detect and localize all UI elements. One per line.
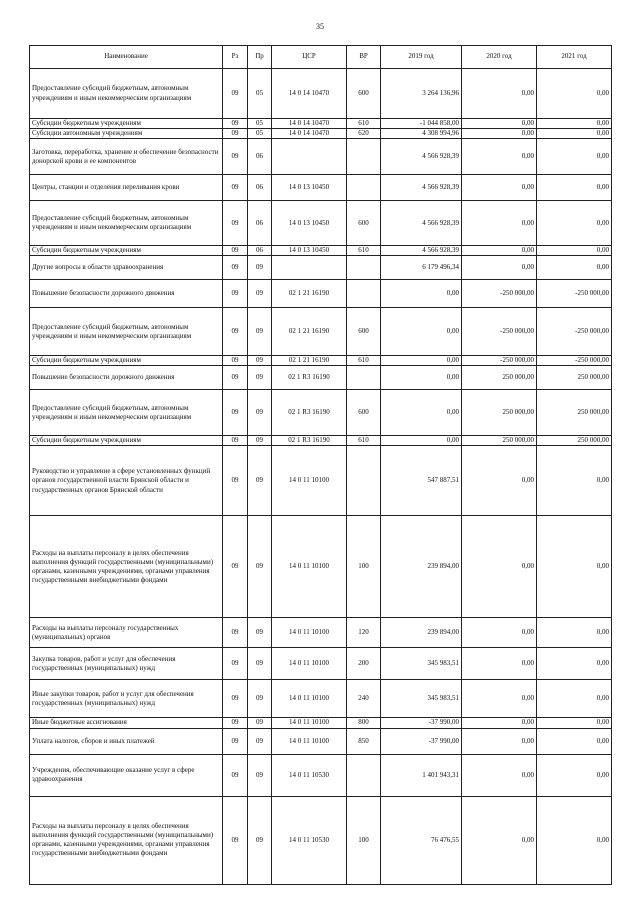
row-value-2020: 0,00 bbox=[462, 728, 537, 754]
row-rz: 09 bbox=[223, 436, 248, 446]
row-pr: 06 bbox=[248, 201, 272, 246]
row-csr: 02 1 R3 16190 bbox=[272, 366, 347, 390]
row-value-2021: 0,00 bbox=[537, 256, 612, 280]
row-vr: 200 bbox=[347, 648, 381, 680]
row-rz: 09 bbox=[223, 356, 248, 366]
row-value-2019: 1 401 943,31 bbox=[381, 754, 462, 796]
row-value-2020: -250 000,00 bbox=[462, 308, 537, 356]
table-row bbox=[30, 280, 612, 308]
row-pr: 09 bbox=[248, 356, 272, 366]
row-value-2021: 0,00 bbox=[537, 129, 612, 139]
table-row bbox=[30, 796, 612, 884]
row-vr: 240 bbox=[347, 680, 381, 718]
row-value-2019: 0,00 bbox=[381, 308, 462, 356]
row-value-2019: -37 990,00 bbox=[381, 728, 462, 754]
row-vr: 610 bbox=[347, 436, 381, 446]
row-csr: 14 0 11 10100 bbox=[272, 718, 347, 728]
table-row bbox=[30, 446, 612, 516]
row-pr: 05 bbox=[248, 119, 272, 129]
row-csr: 02 1 21 16190 bbox=[272, 280, 347, 308]
row-name: Иные бюджетные ассигнования bbox=[30, 718, 223, 728]
table-row bbox=[30, 175, 612, 201]
row-value-2021: 0,00 bbox=[537, 69, 612, 119]
row-csr: 14 0 11 10100 bbox=[272, 728, 347, 754]
row-name: Центры, станции и отделения переливания крови bbox=[30, 175, 223, 201]
row-value-2021: 0,00 bbox=[537, 516, 612, 618]
row-name: Субсидии бюджетным учреждениям bbox=[30, 356, 223, 366]
row-vr: 600 bbox=[347, 390, 381, 436]
table-row bbox=[30, 618, 612, 648]
row-pr: 09 bbox=[248, 648, 272, 680]
row-value-2020: 250 000,00 bbox=[462, 390, 537, 436]
row-vr bbox=[347, 256, 381, 280]
row-value-2019: 0,00 bbox=[381, 356, 462, 366]
row-value-2021: 0,00 bbox=[537, 754, 612, 796]
row-value-2021: 250 000,00 bbox=[537, 366, 612, 390]
row-csr bbox=[272, 139, 347, 175]
row-rz: 09 bbox=[223, 246, 248, 256]
row-value-2020: 0,00 bbox=[462, 648, 537, 680]
row-rz: 09 bbox=[223, 516, 248, 618]
row-value-2020: 0,00 bbox=[462, 201, 537, 246]
row-rz: 09 bbox=[223, 69, 248, 119]
row-pr: 09 bbox=[248, 754, 272, 796]
row-rz: 09 bbox=[223, 796, 248, 884]
row-name: Повышение безопасности дорожного движения bbox=[30, 366, 223, 390]
row-name: Заготовка, переработка, хранение и обеспечение безопасности донорской крови и ее компонентов bbox=[30, 139, 223, 175]
row-rz: 09 bbox=[223, 728, 248, 754]
row-pr: 09 bbox=[248, 256, 272, 280]
row-name: Закупка товаров, работ и услуг для обеспечения государственных (муниципальных) нужд bbox=[30, 648, 223, 680]
row-vr bbox=[347, 754, 381, 796]
row-csr: 14 0 11 10100 bbox=[272, 516, 347, 618]
table-row bbox=[30, 516, 612, 618]
row-value-2021: 0,00 bbox=[537, 446, 612, 516]
row-value-2021: 250 000,00 bbox=[537, 436, 612, 446]
row-value-2019: 4 566 928,39 bbox=[381, 246, 462, 256]
row-pr: 09 bbox=[248, 446, 272, 516]
header-vr: ВР bbox=[347, 46, 381, 69]
row-vr: 100 bbox=[347, 516, 381, 618]
row-vr: 610 bbox=[347, 246, 381, 256]
header-2020: 2020 год bbox=[462, 46, 537, 69]
row-csr: 14 0 11 10100 bbox=[272, 618, 347, 648]
row-value-2021: 0,00 bbox=[537, 618, 612, 648]
row-vr bbox=[347, 446, 381, 516]
table-row bbox=[30, 648, 612, 680]
row-value-2021: 0,00 bbox=[537, 680, 612, 718]
row-value-2019: 239 894,00 bbox=[381, 618, 462, 648]
row-pr: 09 bbox=[248, 366, 272, 390]
row-pr: 09 bbox=[248, 618, 272, 648]
row-value-2020: 0,00 bbox=[462, 718, 537, 728]
row-value-2020: 0,00 bbox=[462, 680, 537, 718]
row-pr: 09 bbox=[248, 796, 272, 884]
row-vr bbox=[347, 366, 381, 390]
table-row bbox=[30, 680, 612, 718]
row-name: Повышение безопасности дорожного движения bbox=[30, 280, 223, 308]
table-row bbox=[30, 390, 612, 436]
row-value-2020: 0,00 bbox=[462, 129, 537, 139]
row-value-2021: 250 000,00 bbox=[537, 390, 612, 436]
row-name: Предоставление субсидий бюджетным, автономным учреждениям и иным некоммерческим организациям bbox=[30, 201, 223, 246]
row-value-2019: 4 308 994,96 bbox=[381, 129, 462, 139]
row-csr: 02 1 21 16190 bbox=[272, 308, 347, 356]
row-value-2019: -37 990,00 bbox=[381, 718, 462, 728]
row-pr: 09 bbox=[248, 390, 272, 436]
row-vr: 620 bbox=[347, 129, 381, 139]
row-rz: 09 bbox=[223, 718, 248, 728]
row-csr: 14 0 14 10470 bbox=[272, 129, 347, 139]
row-value-2019: 4 566 928,39 bbox=[381, 175, 462, 201]
row-vr: 610 bbox=[347, 119, 381, 129]
row-value-2020: 0,00 bbox=[462, 139, 537, 175]
row-value-2020: 0,00 bbox=[462, 246, 537, 256]
row-csr: 14 0 13 10450 bbox=[272, 175, 347, 201]
row-csr: 14 0 11 10100 bbox=[272, 648, 347, 680]
row-vr: 800 bbox=[347, 718, 381, 728]
row-csr: 14 0 11 10100 bbox=[272, 680, 347, 718]
row-value-2020: 0,00 bbox=[462, 618, 537, 648]
row-name: Субсидии бюджетным учреждениям bbox=[30, 119, 223, 129]
table-row bbox=[30, 256, 612, 280]
row-value-2019: 345 983,51 bbox=[381, 680, 462, 718]
row-pr: 09 bbox=[248, 718, 272, 728]
row-pr: 09 bbox=[248, 436, 272, 446]
table-header-row bbox=[30, 46, 612, 69]
row-vr: 100 bbox=[347, 796, 381, 884]
row-value-2019: 76 476,55 bbox=[381, 796, 462, 884]
row-name: Уплата налогов, сборов и иных платежей bbox=[30, 728, 223, 754]
row-name: Предоставление субсидий бюджетным, автономным учреждениям и иным некоммерческим организациям bbox=[30, 308, 223, 356]
row-pr: 05 bbox=[248, 69, 272, 119]
table-row bbox=[30, 366, 612, 390]
row-value-2021: 0,00 bbox=[537, 648, 612, 680]
row-value-2020: 0,00 bbox=[462, 69, 537, 119]
table-row bbox=[30, 718, 612, 728]
row-name: Субсидии бюджетным учреждениям bbox=[30, 436, 223, 446]
row-rz: 09 bbox=[223, 129, 248, 139]
row-value-2019: 239 894,00 bbox=[381, 516, 462, 618]
row-csr: 14 0 14 10470 bbox=[272, 119, 347, 129]
table-row bbox=[30, 119, 612, 129]
row-csr: 14 0 13 10450 bbox=[272, 201, 347, 246]
table-row bbox=[30, 754, 612, 796]
row-value-2021: -250 000,00 bbox=[537, 356, 612, 366]
row-rz: 09 bbox=[223, 648, 248, 680]
row-csr: 14 0 11 10100 bbox=[272, 446, 347, 516]
row-rz: 09 bbox=[223, 754, 248, 796]
table-row bbox=[30, 129, 612, 139]
row-pr: 06 bbox=[248, 175, 272, 201]
row-pr: 06 bbox=[248, 246, 272, 256]
header-name: Наименование bbox=[30, 46, 223, 69]
row-value-2021: 0,00 bbox=[537, 175, 612, 201]
table-row bbox=[30, 356, 612, 366]
row-vr: 610 bbox=[347, 356, 381, 366]
row-rz: 09 bbox=[223, 256, 248, 280]
row-value-2021: 0,00 bbox=[537, 796, 612, 884]
row-value-2020: 0,00 bbox=[462, 446, 537, 516]
row-csr: 14 0 11 10530 bbox=[272, 754, 347, 796]
table-row bbox=[30, 436, 612, 446]
row-value-2019: 345 983,51 bbox=[381, 648, 462, 680]
row-value-2020: -250 000,00 bbox=[462, 280, 537, 308]
row-name: Субсидии автономным учреждениям bbox=[30, 129, 223, 139]
row-value-2020: 250 000,00 bbox=[462, 366, 537, 390]
row-value-2019: 547 887,51 bbox=[381, 446, 462, 516]
table-row bbox=[30, 69, 612, 119]
row-value-2019: 6 179 496,34 bbox=[381, 256, 462, 280]
row-value-2021: 0,00 bbox=[537, 201, 612, 246]
row-pr: 09 bbox=[248, 280, 272, 308]
row-csr: 14 0 13 10450 bbox=[272, 246, 347, 256]
row-value-2019: 4 566 928,39 bbox=[381, 139, 462, 175]
row-pr: 09 bbox=[248, 680, 272, 718]
row-csr: 02 1 R3 16190 bbox=[272, 390, 347, 436]
row-value-2020: -250 000,00 bbox=[462, 356, 537, 366]
row-vr: 120 bbox=[347, 618, 381, 648]
row-value-2019: 0,00 bbox=[381, 436, 462, 446]
row-value-2020: 0,00 bbox=[462, 754, 537, 796]
header-csr: ЦСР bbox=[272, 46, 347, 69]
row-rz: 09 bbox=[223, 390, 248, 436]
row-csr: 14 0 14 10470 bbox=[272, 69, 347, 119]
row-vr: 600 bbox=[347, 69, 381, 119]
row-name: Предоставление субсидий бюджетным, автономным учреждениям и иным некоммерческим организациям bbox=[30, 69, 223, 119]
row-value-2020: 0,00 bbox=[462, 516, 537, 618]
header-2019: 2019 год bbox=[381, 46, 462, 69]
row-name: Предоставление субсидий бюджетным, автономным учреждениям и иным некоммерческим организациям bbox=[30, 390, 223, 436]
row-name: Другие вопросы в области здравоохранения bbox=[30, 256, 223, 280]
row-value-2021: 0,00 bbox=[537, 728, 612, 754]
row-rz: 09 bbox=[223, 680, 248, 718]
row-pr: 09 bbox=[248, 308, 272, 356]
table-row bbox=[30, 246, 612, 256]
row-value-2019: -1 044 858,00 bbox=[381, 119, 462, 129]
row-vr: 600 bbox=[347, 308, 381, 356]
row-value-2021: 0,00 bbox=[537, 139, 612, 175]
row-vr bbox=[347, 139, 381, 175]
row-value-2020: 250 000,00 bbox=[462, 436, 537, 446]
page-number: 35 bbox=[316, 22, 324, 31]
header-pr: Пр bbox=[248, 46, 272, 69]
row-pr: 09 bbox=[248, 728, 272, 754]
row-rz: 09 bbox=[223, 139, 248, 175]
row-pr: 05 bbox=[248, 129, 272, 139]
row-rz: 09 bbox=[223, 618, 248, 648]
row-vr bbox=[347, 280, 381, 308]
row-rz: 09 bbox=[223, 446, 248, 516]
row-value-2020: 0,00 bbox=[462, 175, 537, 201]
row-value-2021: 0,00 bbox=[537, 119, 612, 129]
row-value-2021: 0,00 bbox=[537, 718, 612, 728]
row-value-2020: 0,00 bbox=[462, 119, 537, 129]
row-vr: 600 bbox=[347, 201, 381, 246]
table-row bbox=[30, 308, 612, 356]
row-value-2021: -250 000,00 bbox=[537, 280, 612, 308]
row-rz: 09 bbox=[223, 119, 248, 129]
row-pr: 06 bbox=[248, 139, 272, 175]
row-csr: 02 1 21 16190 bbox=[272, 356, 347, 366]
row-rz: 09 bbox=[223, 175, 248, 201]
row-value-2019: 4 566 928,39 bbox=[381, 201, 462, 246]
row-csr: 14 0 11 10530 bbox=[272, 796, 347, 884]
row-rz: 09 bbox=[223, 308, 248, 356]
row-name: Учреждения, обеспечивающие оказание услуг в сфере здравоохранения bbox=[30, 754, 223, 796]
header-rz: Рз bbox=[223, 46, 248, 69]
table-row bbox=[30, 139, 612, 175]
row-name: Расходы на выплаты персоналу в целях обеспечения выполнения функций государственными (муниципальными) органами, казенными учреждениями, органами управления государственными внебюджетными фондами bbox=[30, 796, 223, 884]
row-value-2019: 3 264 136,96 bbox=[381, 69, 462, 119]
row-name: Руководство и управление в сфере установленных функций органов государственной власти Брянской области и государственных органов Брянской области bbox=[30, 446, 223, 516]
row-csr: 02 1 R3 16190 bbox=[272, 436, 347, 446]
row-rz: 09 bbox=[223, 201, 248, 246]
row-csr bbox=[272, 256, 347, 280]
row-value-2020: 0,00 bbox=[462, 796, 537, 884]
row-rz: 09 bbox=[223, 366, 248, 390]
table-row bbox=[30, 201, 612, 246]
row-name: Расходы на выплаты персоналу в целях обеспечения выполнения функций государственными (муниципальными) органами, казенными учреждениями, органами управления государственными внебюджетными фондами bbox=[30, 516, 223, 618]
row-name: Расходы на выплаты персоналу государственных (муниципальных) органов bbox=[30, 618, 223, 648]
row-value-2020: 0,00 bbox=[462, 256, 537, 280]
row-vr bbox=[347, 175, 381, 201]
row-value-2021: 0,00 bbox=[537, 246, 612, 256]
table-row bbox=[30, 728, 612, 754]
row-value-2021: -250 000,00 bbox=[537, 308, 612, 356]
row-value-2019: 0,00 bbox=[381, 390, 462, 436]
row-vr: 850 bbox=[347, 728, 381, 754]
row-value-2019: 0,00 bbox=[381, 280, 462, 308]
row-rz: 09 bbox=[223, 280, 248, 308]
row-pr: 09 bbox=[248, 516, 272, 618]
header-2021: 2021 год bbox=[537, 46, 612, 69]
budget-table bbox=[29, 45, 612, 885]
row-name: Иные закупки товаров, работ и услуг для обеспечения государственных (муниципальных) нужд bbox=[30, 680, 223, 718]
row-value-2019: 0,00 bbox=[381, 366, 462, 390]
row-name: Субсидии бюджетным учреждениям bbox=[30, 246, 223, 256]
